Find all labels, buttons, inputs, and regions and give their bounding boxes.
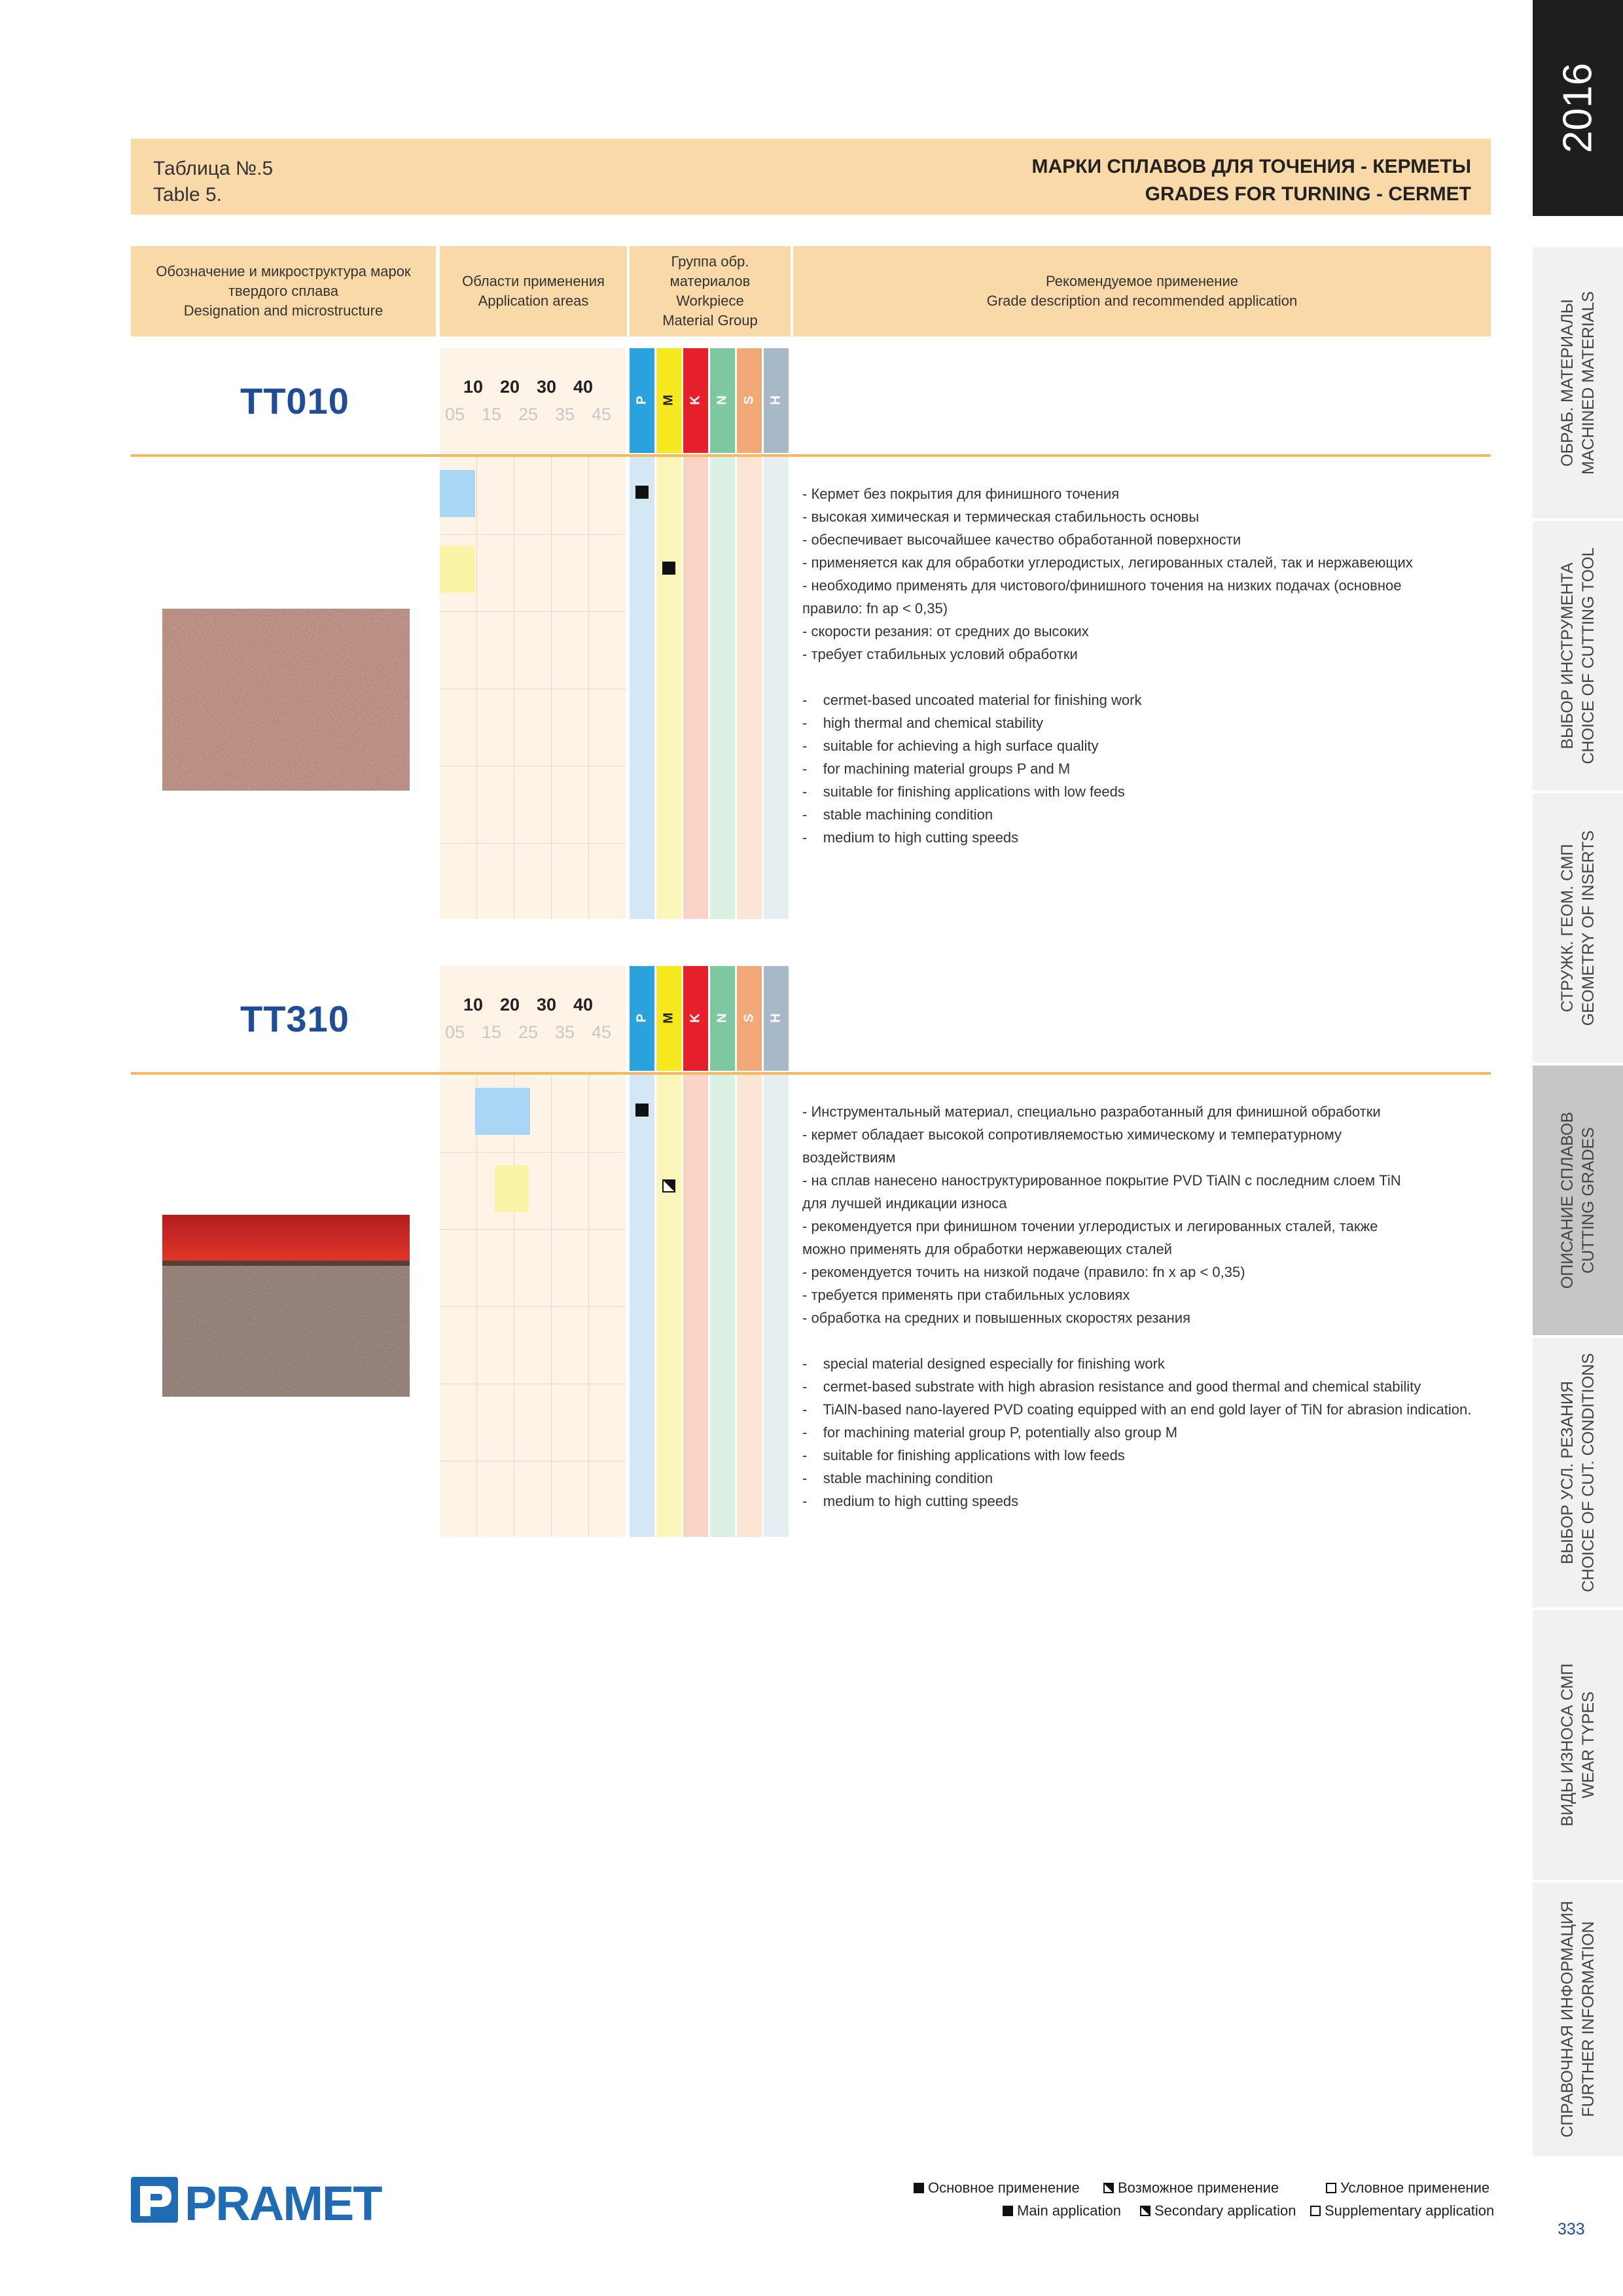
grid-col (589, 1075, 626, 1537)
grid-col (514, 457, 552, 919)
table-title (1032, 153, 1471, 208)
grade-name: TT010 (240, 380, 349, 422)
scale-minor: 25 (518, 1022, 539, 1042)
side-tab-cutting-grades[interactable] (1533, 1066, 1623, 1335)
material-s-col (737, 457, 762, 919)
material-h-header (764, 966, 789, 1071)
desc-line: - требует стабильных условий обработки (802, 646, 1078, 662)
grid-col (477, 1075, 514, 1537)
grid-col (552, 1075, 589, 1537)
material-h-header (764, 348, 789, 453)
page-number: 333 (1558, 2220, 1585, 2238)
title-en: GRADES FOR TURNING - CERMET (1145, 183, 1471, 205)
scale-major: 20 (500, 377, 520, 397)
material-label: N (715, 1013, 730, 1023)
scale-box (440, 966, 626, 1074)
side-tab-cutting-tool[interactable] (1533, 521, 1623, 791)
material-h-col (764, 1075, 789, 1537)
legend-supplementary-en (1310, 2202, 1494, 2219)
legend-secondary-en (1140, 2202, 1296, 2219)
material-s-header (737, 348, 762, 453)
desc-line: воздействиям (802, 1149, 896, 1166)
material-k-col (683, 1075, 708, 1537)
scale-minor: 35 (555, 404, 575, 424)
material-label: H (768, 395, 783, 405)
table-number-en: Table 5. (153, 184, 223, 206)
scale-major: 30 (537, 377, 557, 397)
desc-line: - for machining material groups P and M (802, 761, 1071, 777)
material-n-col (710, 457, 735, 919)
material-label: M (661, 1013, 676, 1024)
title-ru: МАРКИ СПЛАВОВ ДЛЯ ТОЧЕНИЯ - КЕРМЕТЫ (1031, 156, 1471, 177)
material-k-header (683, 348, 708, 453)
secondary-application-mark (662, 1179, 675, 1193)
grid-row (440, 1306, 626, 1307)
material-label: S (741, 1013, 757, 1023)
legend-main-en (1003, 2202, 1121, 2219)
supplementary-square-icon (1310, 2206, 1321, 2216)
desc-line: - требуется применять при стабильных условиях (802, 1287, 1130, 1303)
desc-line: - medium to high cutting speeds (802, 1493, 1019, 1509)
table-header (131, 139, 1491, 215)
side-tab-cut-conditions[interactable] (1533, 1338, 1623, 1607)
desc-line: - рекомендуется точить на низкой подаче (правило: fn x ap < 0,35) (802, 1264, 1245, 1280)
col-head-line: Группа обр. (671, 253, 749, 270)
grid-col (440, 457, 477, 919)
tab-label-en: MACHINED MATERIALS (1579, 291, 1597, 475)
grade-name: TT310 (240, 998, 349, 1039)
grade-description (802, 482, 1413, 849)
table-number-ru: Таблица №.5 (153, 158, 274, 179)
material-label: H (768, 1013, 783, 1023)
tab-label-ru: ОПИСАНИЕ СПЛАВОВ (1558, 1111, 1577, 1289)
side-tab-machined-materials[interactable] (1533, 247, 1623, 518)
supplementary-square-icon (1326, 2183, 1336, 2193)
year-label: 2016 (1555, 63, 1601, 153)
material-label: P (634, 1013, 649, 1023)
material-n-col (710, 1075, 735, 1537)
desc-line: - medium to high cutting speeds (802, 829, 1019, 846)
scale-minor: 15 (482, 404, 502, 424)
material-m-header (656, 348, 681, 453)
tab-label-ru: ВИДЫ ИЗНОСА СМП (1558, 1663, 1577, 1827)
desc-line: - на сплав нанесено наноструктурированное покрытие PVD TiAlN с последним слоем TiN (802, 1172, 1401, 1189)
material-k-col (683, 457, 708, 919)
desc-line: можно применять для обработки нержавеющих сталей (802, 1241, 1172, 1257)
grid-row (440, 1152, 626, 1153)
material-label: N (715, 395, 730, 405)
scale-minor: 25 (518, 404, 539, 424)
desc-line: - кермет обладает высокой сопротивляемостью химическому и температурному (802, 1126, 1342, 1143)
material-s-header (737, 966, 762, 1071)
col-head-material (630, 246, 791, 336)
material-n-header (710, 966, 735, 1071)
material-label: M (661, 395, 676, 406)
application-bar-m (440, 546, 475, 593)
tab-label-ru: ВЫБОР УСЛ. РЕЗАНИЯ (1558, 1380, 1577, 1565)
tab-label-ru: СТРУЖК. ГЕОМ. СМП (1558, 844, 1577, 1013)
desc-line: для лучшей индикации износа (802, 1195, 1007, 1211)
material-label: S (741, 395, 757, 405)
scale-box (440, 348, 626, 456)
legend-text: Secondary application (1154, 2202, 1296, 2219)
legend-text: Main application (1017, 2202, 1121, 2219)
material-k-header (683, 966, 708, 1071)
microstructure-image (162, 1215, 410, 1397)
desc-line: - обеспечивает высочайшее качество обработанной поверхности (802, 531, 1241, 548)
tab-label-en: WEAR TYPES (1579, 1691, 1597, 1799)
grid-row (440, 611, 626, 612)
col-head-line: Области применения (462, 273, 605, 289)
desc-line: - применяется как для обработки углеродистых, легированных сталей, так и нержавеющих (802, 554, 1413, 571)
year-tab (1533, 0, 1623, 216)
pramet-logo (131, 2173, 396, 2227)
desc-line: - special material designed especially for finishing work (802, 1355, 1165, 1372)
desc-line: правило: fn ap < 0,35) (802, 600, 948, 617)
legend-text: Условное применение (1340, 2179, 1490, 2196)
material-p-header (630, 966, 654, 1071)
main-application-mark (635, 486, 649, 499)
divider (131, 454, 1491, 457)
desc-line: - suitable for achieving a high surface quality (802, 738, 1099, 754)
grid-row (440, 1229, 626, 1230)
legend-main-ru (914, 2179, 1080, 2197)
desc-line: - необходимо применять для чистового/финишного точения на низких подачах (основное (802, 577, 1402, 594)
desc-line: - TiAlN-based nano-layered PVD coating equipped with an end gold layer of TiN for abrasion indication. (802, 1401, 1472, 1418)
desc-line: - cermet-based uncoated material for finishing work (802, 692, 1142, 708)
desc-line: - for machining material group P, potentially also group M (802, 1424, 1178, 1441)
material-p-col (630, 457, 654, 919)
desc-line: - cermet-based substrate with high abrasion resistance and good thermal and chemical stability (802, 1378, 1421, 1395)
main-square-icon (1003, 2206, 1013, 2216)
scale-major: 10 (463, 995, 484, 1014)
legend-secondary-ru (1103, 2179, 1279, 2197)
scale-major: 30 (537, 995, 557, 1014)
tab-label-en: FURTHER INFORMATION (1579, 1921, 1597, 2117)
tab-label-ru: СПРАВОЧНАЯ ИНФОРМАЦИЯ (1558, 1901, 1577, 2138)
scale-major: 20 (500, 995, 520, 1014)
tab-label-en: CHOICE OF CUTTING TOOL (1579, 547, 1597, 764)
material-n-header (710, 348, 735, 453)
scale-minor: 15 (482, 1022, 502, 1042)
secondary-square-icon (1140, 2206, 1150, 2216)
scale-major: 40 (573, 995, 594, 1014)
grid-col (514, 1075, 552, 1537)
col-head-line: Grade description and recommended application (986, 293, 1298, 309)
col-head-designation (131, 246, 436, 336)
application-bar-m (495, 1165, 529, 1212)
brand-name: PRAMET (185, 2176, 382, 2227)
desc-line: - обработка на средних и повышенных скоростях резания (802, 1310, 1191, 1326)
col-head-line: твердого сплава (228, 283, 339, 299)
desc-en (802, 689, 1413, 849)
col-head-line: Application areas (478, 293, 589, 309)
side-tab-further-info[interactable] (1533, 1882, 1623, 2156)
scale-minor: 35 (555, 1022, 575, 1042)
scale-minor: 45 (592, 1022, 612, 1042)
tab-label-en: CUTTING GRADES (1579, 1127, 1597, 1274)
material-m-col (656, 1075, 681, 1537)
grid-row (440, 843, 626, 844)
desc-line: - stable machining condition (802, 1470, 993, 1486)
legend-text: Возможное применение (1118, 2179, 1279, 2196)
legend-text: Supplementary application (1325, 2202, 1495, 2219)
main-application-mark (635, 1103, 649, 1117)
material-label: K (688, 1013, 703, 1023)
desc-line: - Инструментальный материал, специально разработанный для финишной обработки (802, 1103, 1381, 1120)
grid-row (440, 534, 626, 535)
col-head-description (793, 246, 1491, 336)
tab-label-en: GEOMETRY OF INSERTS (1579, 830, 1597, 1026)
microstructure-image (162, 609, 410, 791)
desc-line: - suitable for finishing applications with low feeds (802, 783, 1125, 800)
application-grid (440, 1075, 626, 1537)
col-head-line: Обозначение и микроструктура марок (156, 263, 411, 279)
grade-description (802, 1100, 1471, 1513)
scale-minor: 45 (592, 404, 612, 424)
col-head-line: Material Group (662, 312, 758, 329)
main-square-icon (914, 2183, 924, 2193)
application-bar-p (440, 470, 475, 517)
desc-line: - stable machining condition (802, 806, 993, 823)
desc-line: - скорости резания: от средних до высоких (802, 623, 1089, 639)
legend-text: Основное применение (928, 2179, 1080, 2196)
desc-en (802, 1352, 1471, 1513)
side-tab-geometry[interactable] (1533, 793, 1623, 1063)
side-tab-wear-types[interactable] (1533, 1610, 1623, 1880)
material-s-col (737, 1075, 762, 1537)
material-m-col (656, 457, 681, 919)
divider (131, 1072, 1491, 1075)
secondary-square-icon (1103, 2183, 1114, 2193)
tab-label-ru: ОБРАБ. МАТЕРИАЛЫ (1558, 299, 1577, 467)
grid-row (440, 1461, 626, 1462)
col-head-line: Рекомендуемое применение (1046, 273, 1238, 289)
desc-line: - high thermal and chemical stability (802, 715, 1044, 731)
tab-label-en: CHOICE OF CUT. CONDITIONS (1579, 1353, 1597, 1592)
desc-line: - suitable for finishing applications with low feeds (802, 1447, 1125, 1463)
tab-label-ru: ВЫБОР ИНСТРУМЕНТА (1558, 562, 1577, 749)
main-application-mark (662, 562, 675, 575)
desc-line: - высокая химическая и термическая стабильность основы (802, 509, 1200, 525)
col-head-line: Workpiece (676, 293, 744, 309)
material-h-col (764, 457, 789, 919)
table-number (153, 156, 273, 208)
material-p-col (630, 1075, 654, 1537)
grid-col (552, 457, 589, 919)
col-head-line: материалов (669, 273, 751, 289)
application-bar-p (475, 1088, 530, 1135)
grid-col (477, 457, 514, 919)
scale-major: 10 (463, 377, 484, 397)
desc-line: - рекомендуется при финишном точении углеродистых и легированных сталей, также (802, 1218, 1378, 1234)
material-m-header (656, 966, 681, 1071)
scale-minor: 05 (445, 404, 465, 424)
desc-line: - Кермет без покрытия для финишного точения (802, 486, 1120, 502)
material-label: P (634, 395, 649, 405)
material-p-header (630, 348, 654, 453)
legend-supplementary-ru (1326, 2179, 1489, 2197)
grid-col (589, 457, 626, 919)
grid-col (440, 1075, 477, 1537)
application-grid (440, 457, 626, 919)
col-head-line: Designation and microstructure (183, 302, 383, 319)
col-head-application (440, 246, 627, 336)
scale-minor: 05 (445, 1022, 465, 1042)
scale-major: 40 (573, 377, 594, 397)
material-label: K (688, 395, 703, 405)
